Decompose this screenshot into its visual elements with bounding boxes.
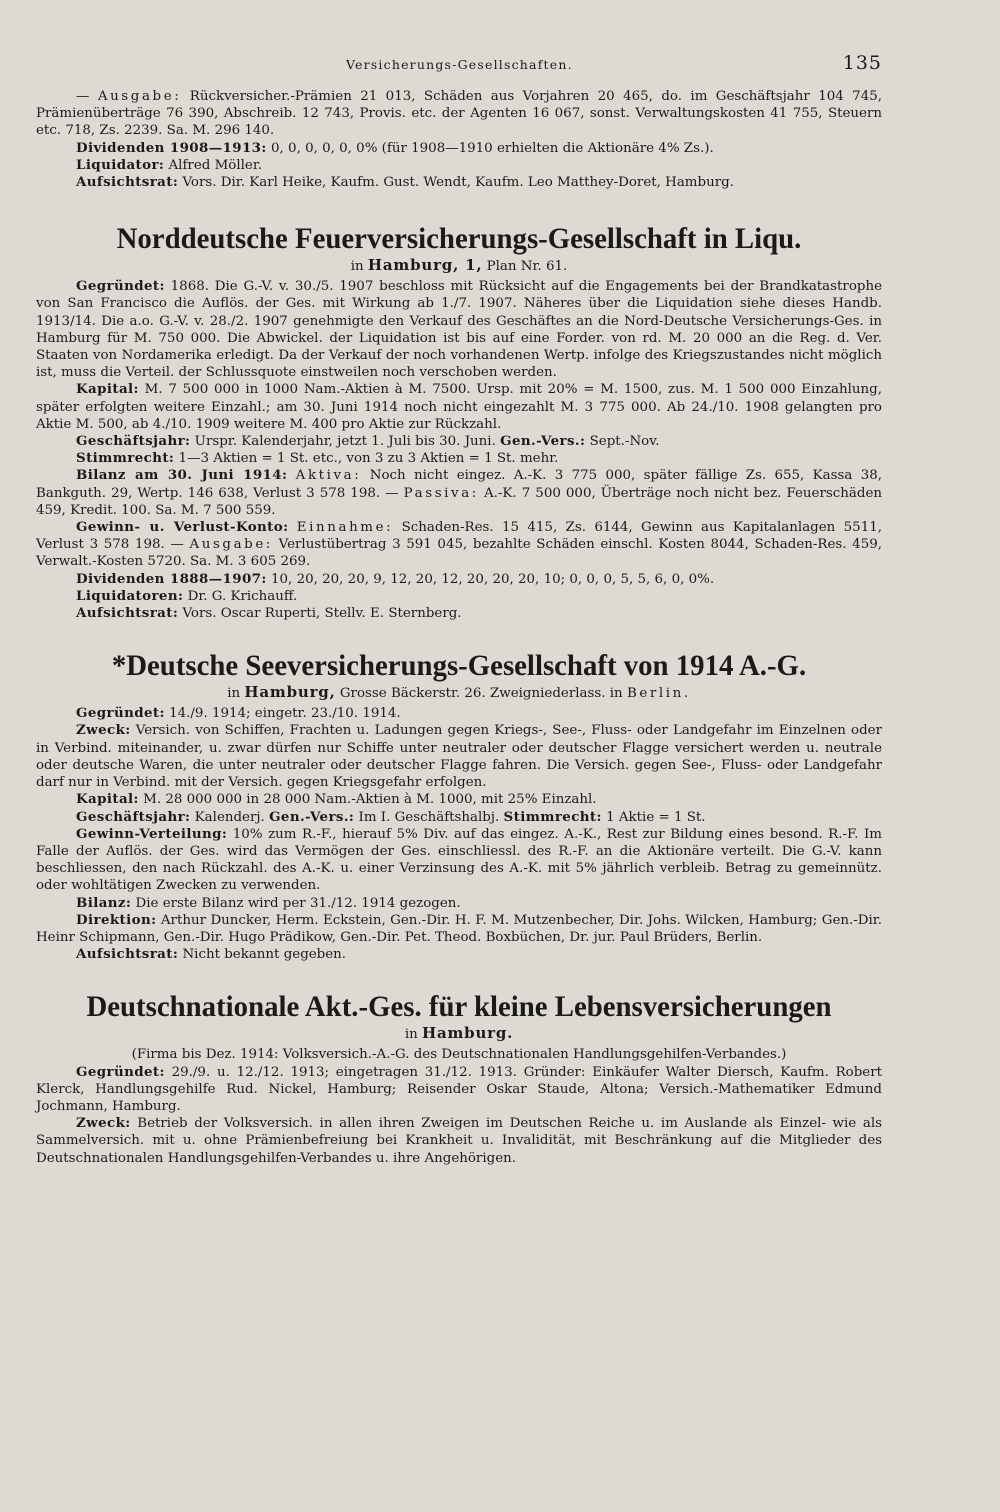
zweck: Zweck: Versich. von Schiffen, Frachten u. Ladungen gegen Kriegs-, See-, Fluss- oder Landgefahr im Einzelnen oder in Verbind. miteinander, u. zwar dürfen nur Schiffe unter neutraler oder deutscher Flagge versichert werden u. neutrale oder deutsche Waren, die unter neutraler oder deutscher Flagge fahren. Die Versich. gegen See-, Fluss- oder Landgefahr darf nur in Verbind. mit der Versich. gegen Kriegsgefahr erfolgen. — [36, 722, 882, 791]
dividenden: Dividenden 1888—1907: 10, 20, 20, 20, 9, 12, 20, 12, 20, 20, 20, 10; 0, 0, 0, 5, 5, 6, 0, 0%. — [76, 570, 715, 587]
previous-entry-continuation — [36, 88, 882, 191]
stimmrecht: Stimmrecht: 1—3 Aktien = 1 St. etc., von 3 zu 3 Aktien = 1 St. mehr. — [76, 450, 559, 467]
entry-norddeutsche — [36, 221, 882, 622]
geschaeftsjahr: Geschäftsjahr: Urspr. Kalenderjahr, jetzt 1. Juli bis 30. Juni. Gen.-Vers.: Sept.-Nov. — [76, 433, 660, 450]
prev-liquidator: Liquidator: Alfred Möller. — [76, 156, 263, 173]
gegruendet: Gegründet: 14./9. 1914; eingetr. 23./10. 1914. — [76, 705, 401, 722]
entry-title: Norddeutsche Feuerversicherungs-Gesellschaft in Liqu. — [116, 222, 802, 256]
gewinn-verlust-konto: Gewinn- u. Verlust-Konto: Einnahme: Schaden-Res. 15 415, Zs. 6144, Gewinn aus Kapitalanlagen 5511, Verlust 3 578 198. — Ausgabe: Verlustübertrag 3 591 045, bezahlte Schäden einschl. Kosten 8044, Schaden-Res. 459, Verwalt.-Kosten 5720. Sa. M. 3 605 269. — [36, 519, 882, 570]
aufsichtsrat: Aufsichtsrat: Nicht bekannt gegeben. — [76, 946, 347, 963]
entry-deutschnationale — [36, 989, 882, 1166]
running-head: Versicherungs-Gesellschaften. — [345, 57, 573, 72]
prev-ausgabe: — Ausgabe: Rückversicher.-Prämien 21 013, Schäden aus Vorjahren 20 465, do. im Geschäftsjahr 104 745, Prämienüberträge 76 390, Abschreib. 12 743, Provis. etc. der Agenten 16 067, sonst. Verwaltungskosten 41 755, Steuern etc. 718, Zs. 2239. Sa. M. 296 140. — [36, 89, 882, 139]
geschaeftsjahr: Geschäftsjahr: Kalenderj. Gen.-Vers.: Im I. Geschäftshalbj. Stimmrecht: 1 Aktie = 1 St. — [76, 808, 706, 825]
entry-location: in Hamburg, Grosse Bäckerstr. 26. Zweigniederlass. in Berlin. — [227, 683, 691, 702]
aufsichtsrat: Aufsichtsrat: Vors. Oscar Ruperti, Stellv. E. Sternberg. — [76, 605, 462, 622]
entry-location: in Hamburg, 1, Plan Nr. 61. — [350, 256, 568, 275]
prev-aufsichtsrat: Aufsichtsrat: Vors. Dir. Karl Heike, Kaufm. Gust. Wendt, Kaufm. Leo Matthey-Doret, Hamburg. — [76, 174, 734, 191]
bilanz: Bilanz: Die erste Bilanz wird per 31./12. 1914 gezogen. — [76, 894, 461, 911]
entry-title: Deutschnationale Akt.-Ges. für kleine Lebensversicherungen — [86, 990, 832, 1024]
direktion: Direktion: Arthur Duncker, Herm. Eckstein, Gen.-Dir. H. F. M. Mutzenbecher, Dir. Johs. Wilcken, Hamburg; Gen.-Dir. Heinr Schipmann, Gen.-Dir. Hugo Prädikow, Gen.-Dir. Pet. Theod. Boxbüchen, Dr. jur. Paul Brüders, Berlin. — [36, 911, 882, 945]
prev-dividenden: Dividenden 1908—1913: 0, 0, 0, 0, 0, 0% (für 1908—1910 erhielten die Aktionäre 4% Zs.). — [76, 139, 714, 156]
firma-note: (Firma bis Dez. 1914: Volksversich.-A.-G. des Deutschnationalen Handlungsgehilfen-Verbandes.) — [131, 1047, 787, 1063]
gewinn-verteilung: Gewinn-Verteilung: 10% zum R.-F., hierauf 5% Div. auf das eingez. A.-K., Rest zur Bildung eines besond. R.-F. Im Falle der Auflös. der Ges. wird das Vermögen der Ges. einschliessl. des R.-F. an die Aktionäre verteilt. Die G.-V. kann beschliessen, den nach Rückzahl. des A.-K. u. einer Verzinsung des A.-K. mit 5% jährlich verbleib. Betrag zu gemeinnütz. oder wohltätigen Zwecken zu verwenden. — [36, 825, 882, 894]
page-header — [36, 52, 882, 74]
entry-deutsche-see — [36, 648, 882, 963]
entry-title: *Deutsche Seeversicherungs-Gesellschaft von 1914 A.-G. — [111, 649, 807, 683]
gegruendet: Gegründet: 1868. Die G.-V. v. 30./5. 1907 beschloss mit Rücksicht auf die Engagements bei der Brandkatastrophe von San Francisco die Auflös. der Ges. mit Wirkung ab 1./7. 1907. Näheres über die Liquidation siehe dieses Handb. 1913/14. Die a.o. G.-V. v. 28./2. 1907 genehmigte den Verkauf des Geschäftes an die Nord-Deutsche Versicherungs-Ges. in Hamburg für M. 750 000. Die Abwickel. der Liquidation ist bis auf eine Forder. von rd. M. 20 000 an die Reg. d. Ver. Staaten von Nordamerika erledigt. Da der Verkauf der noch vorhandenen Wertp. infolge des Kriegszustandes nicht möglich ist, muss die Verteil. der Schlussquote einstweilen noch verschoben werden. — [36, 278, 883, 381]
page-number: 135 — [842, 52, 882, 74]
bilanz: Bilanz am 30. Juni 1914: Aktiva: Noch nicht eingez. A.-K. 3 775 000, später fällige Zs. 655, Kassa 38, Bankguth. 29, Wertp. 146 638, Verlust 3 578 198. — Passiva: A.-K. 7 500 000, Überträge noch nicht bez. Feuerschäden 459, Kredit. 100. Sa. M. 7 500 559. — [36, 467, 882, 518]
kapital: Kapital: M. 7 500 000 in 1000 Nam.-Aktien à M. 7500. Ursp. mit 20% = M. 1500, zus. M. 1 500 000 Einzahlung, später erfolgten weitere Einzahl.; am 30. Juni 1914 noch nicht eingezahlt M. 3 775 000. Ab 24./10. 1908 gelangten pro Aktie M. 500, ab 4./10. 1909 weitere M. 400 pro Aktie zur Rückzahl. — [36, 381, 882, 432]
gegruendet: Gegründet: 29./9. u. 12./12. 1913; eingetragen 31./12. 1913. Gründer: Einkäufer Walter Diersch, Kaufm. Robert Klerck, Handlungsgehilfe Rud. Nickel, Hamburg; Reisender Oskar Staude, Altona; Versich.-Mathematiker Edmund Jochmann, Hamburg. — [36, 1063, 883, 1114]
liquidatoren: Liquidatoren: Dr. G. Krichauff. — [76, 587, 298, 604]
kapital: Kapital: M. 28 000 000 in 28 000 Nam.-Aktien à M. 1000, mit 25% Einzahl. — [76, 791, 597, 808]
entry-location: in Hamburg. — [404, 1024, 514, 1043]
zweck: Zweck: Betrieb der Volksversich. in allen ihren Zweigen im Deutschen Reiche u. im Auslande als Einzel- wie als Sammelversich. mit u. ohne Prämienbefreiung bei Krankheit u. Invalidität, mit Beschränkung auf die Mitglieder des Deutschnationalen Handlungsgehilfen-Verbandes u. ihre Angehörigen. — [36, 1115, 882, 1166]
